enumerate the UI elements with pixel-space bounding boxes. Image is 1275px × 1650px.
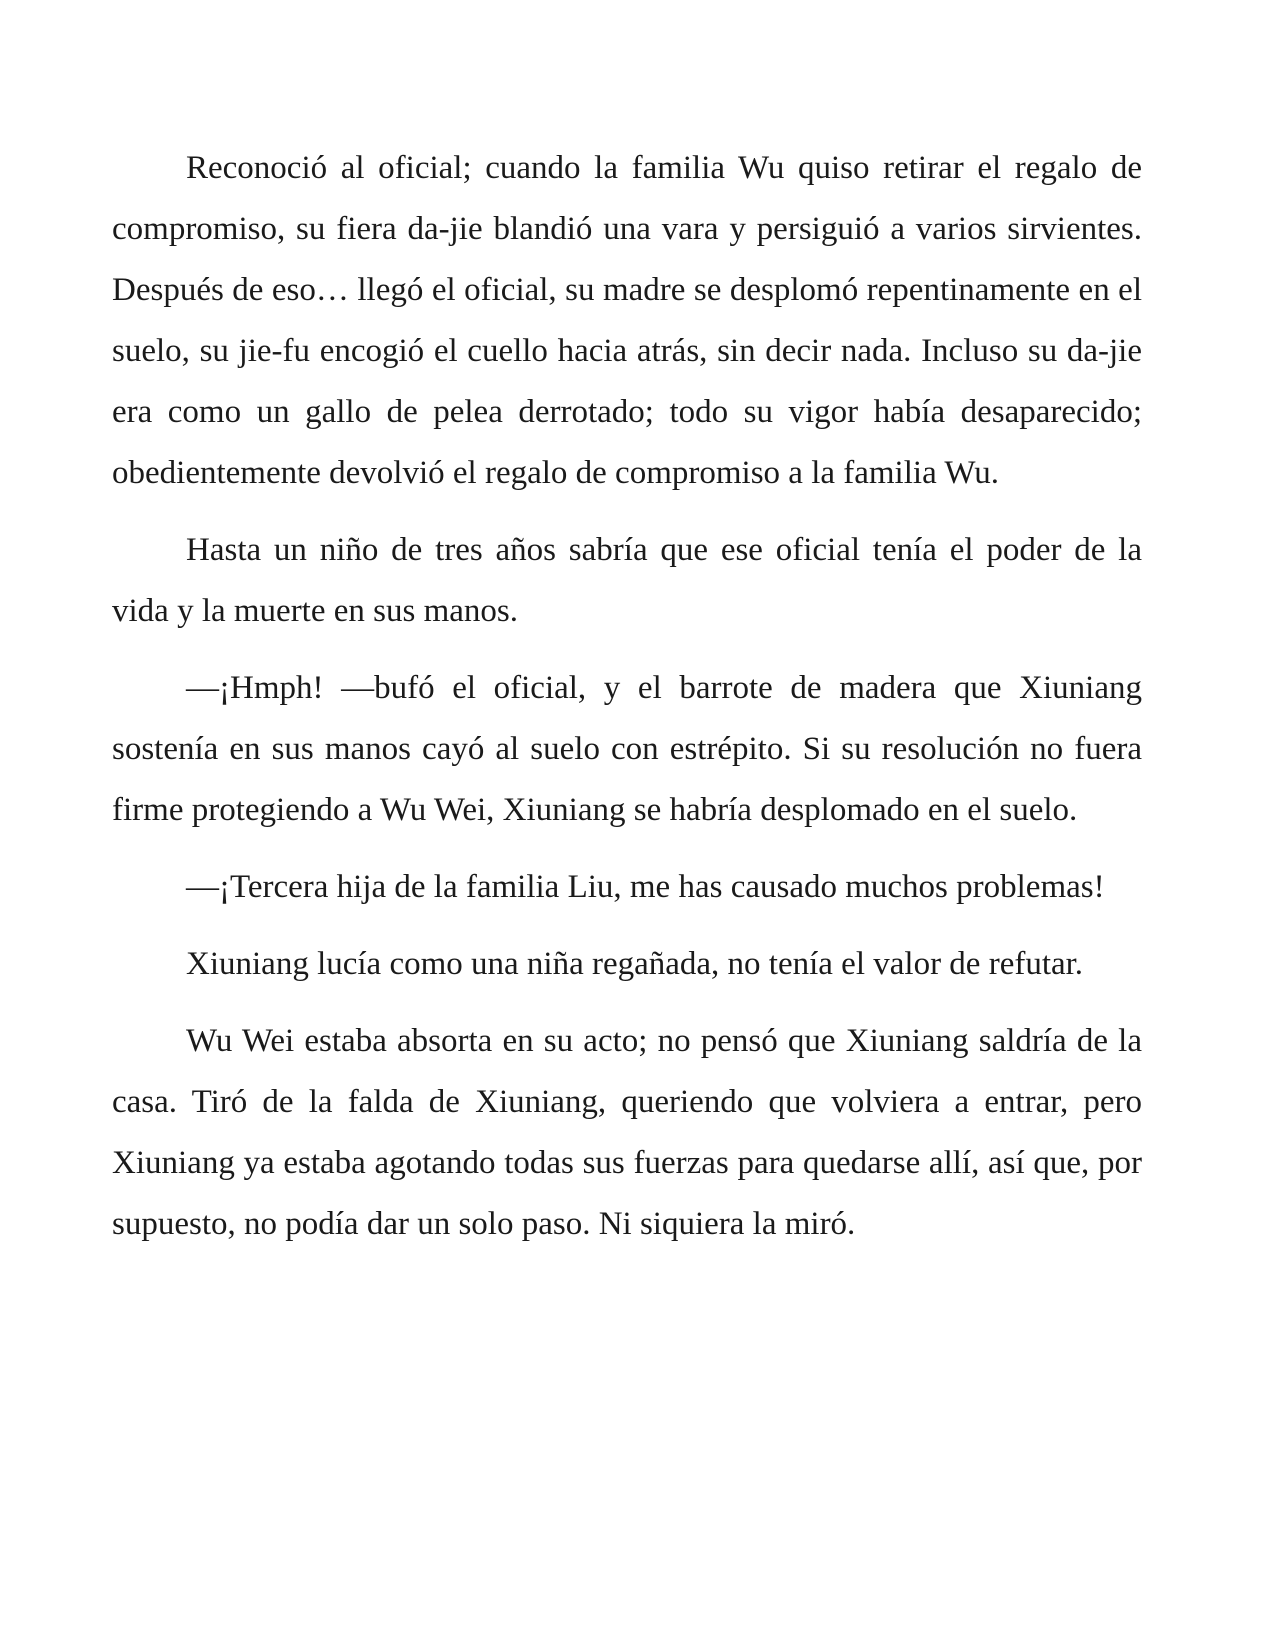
- document-page: [112, 138, 1142, 1271]
- paragraph: —¡Tercera hija de la familia Liu, me has causado muchos problemas!: [186, 869, 1105, 905]
- paragraph: Reconoció al oficial; cuando la familia Wu quiso retirar el regalo de compromiso, su fiera da-jie blandió una vara y persiguió a varios sirvientes. Después de eso… llegó el oficial, su madre se desplomó repentinamente en el suelo, su jie-fu encogió el cuello hacia atrás, sin decir nada. Incluso su da-jie era como un gallo de pelea derrotado; todo su vigor había desaparecido; obedientemente devolvió el regalo de compromiso a la familia Wu.: [112, 150, 1142, 491]
- paragraph: Wu Wei estaba absorta en su acto; no pensó que Xiuniang saldría de la casa. Tiró de la falda de Xiuniang, queriendo que volviera a entrar, pero Xiuniang ya estaba agotando todas sus fuerzas para quedarse allí, así que, por supuesto, no podía dar un solo paso. Ni siquiera la miró.: [112, 1023, 1142, 1242]
- paragraph: Hasta un niño de tres años sabría que ese oficial tenía el poder de la vida y la muerte en sus manos.: [112, 532, 1142, 629]
- paragraph: —¡Hmph! —bufó el oficial, y el barrote de madera que Xiuniang sostenía en sus manos cayó al suelo con estrépito. Si su resolución no fuera firme protegiendo a Wu Wei, Xiuniang se habría desplomado en el suelo.: [112, 670, 1142, 828]
- paragraph: Xiuniang lucía como una niña regañada, no tenía el valor de refutar.: [186, 946, 1084, 982]
